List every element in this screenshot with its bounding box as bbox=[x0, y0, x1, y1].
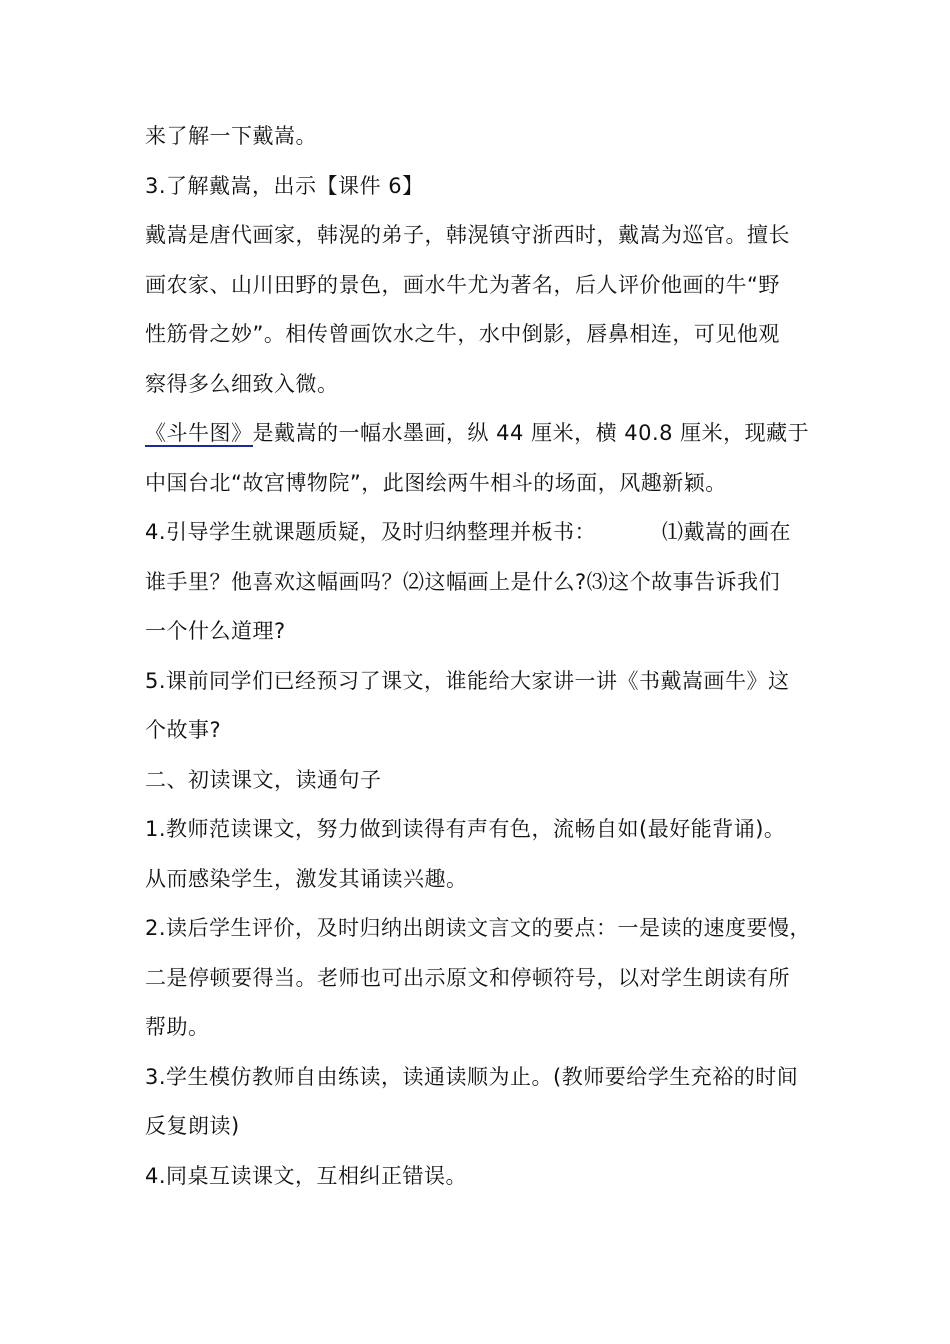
text-line: 反复朗读) bbox=[145, 1114, 240, 1138]
text-line: 戴嵩是唐代画家，韩滉的弟子，韩滉镇守浙西时，戴嵩为巡官。擅长 bbox=[145, 223, 790, 247]
text-line: 画农家、山川田野的景色，画水牛尤为著名，后人评价他画的牛“野 bbox=[145, 272, 780, 297]
step-5-line: 5.课前同学们已经预习了课文，谁能给大家讲一讲《书戴嵩画牛》这 bbox=[145, 668, 790, 693]
text-span: 4.引导学生就课题质疑，及时归纳整理并板书： bbox=[145, 520, 597, 544]
painting-title-link[interactable]: 《斗牛图》 bbox=[145, 421, 253, 445]
text-line: 察得多么细致入微。 bbox=[145, 371, 339, 396]
text-line: 性筋骨之妙”。相传曾画饮水之牛，水中倒影，唇鼻相连，可见他观 bbox=[145, 322, 780, 346]
text-line: 从而感染学生，激发其诵读兴趣。 bbox=[145, 866, 468, 891]
text-line: 1.教师范读课文，努力做到读得有声有色，流畅自如(最好能背诵)。 bbox=[145, 817, 786, 841]
step-3-heading: 3.了解戴嵩，出示【课件 6】 bbox=[145, 173, 424, 198]
text-line: 3.学生模仿教师自由练读，读通读顺为止。(教师要给学生充裕的时间 bbox=[145, 1064, 799, 1089]
text-line: 二是停顿要得当。老师也可出示原文和停顿符号，以对学生朗读有所 bbox=[145, 965, 790, 990]
text-line: 4.同桌互读课文，互相纠正错误。 bbox=[145, 1163, 468, 1188]
text-line: 一个什么道理? bbox=[145, 619, 286, 643]
text-line: 帮助。 bbox=[145, 1015, 210, 1039]
text-span: 是戴嵩的一幅水墨画，纵 44 厘米，横 40.8 厘米，现藏于 bbox=[252, 421, 810, 445]
section-heading: 二、初读课文，读通句子 bbox=[145, 767, 382, 792]
text-line: 个故事? bbox=[145, 718, 222, 742]
text-line: 谁手里？他喜欢这幅画吗？⑵这幅画上是什么?⑶这个故事告诉我们 bbox=[145, 569, 781, 594]
text-line: 中国台北“故宫博物院”，此图绘两牛相斗的场面，风趣新颖。 bbox=[145, 470, 727, 495]
text-line bbox=[145, 409, 815, 459]
text-line: 来了解一下戴嵩。 bbox=[145, 124, 317, 148]
step-4-line bbox=[145, 508, 815, 558]
document-body bbox=[145, 112, 815, 1201]
text-line: 2.读后学生评价，及时归纳出朗读文言文的要点：一是读的速度要慢， bbox=[145, 916, 812, 940]
text-span: ⑴戴嵩的画在 bbox=[662, 520, 792, 544]
